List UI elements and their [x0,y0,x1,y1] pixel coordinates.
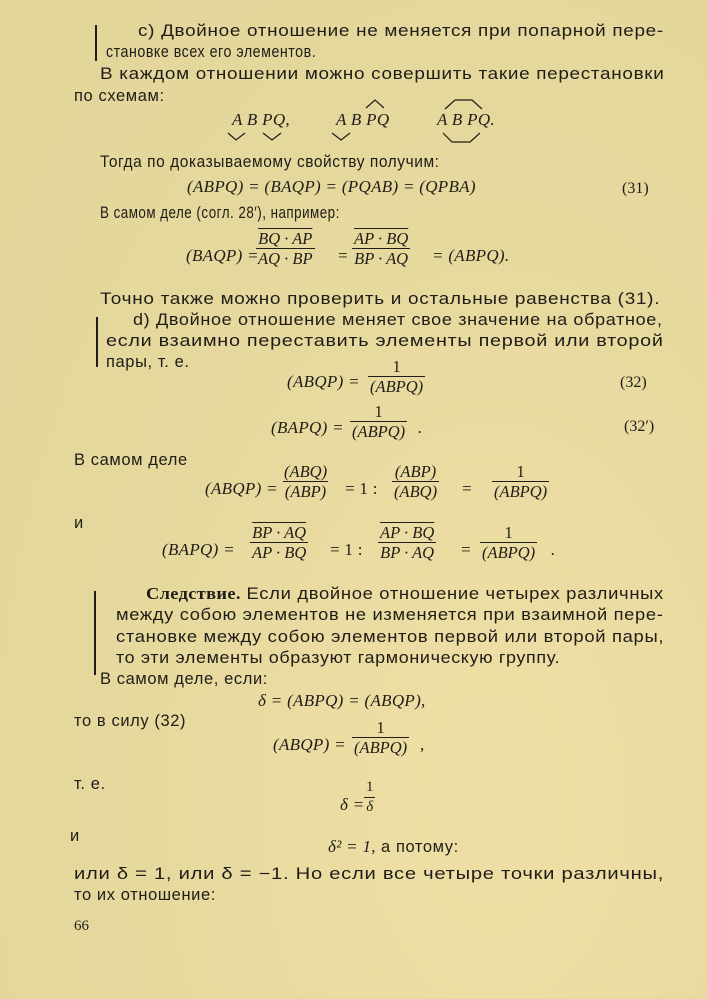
indeed-text: В самом деле (согл. 28′), например: [100,204,340,222]
numerator: 1 [376,718,385,737]
denominator: AQ · BP [258,249,313,268]
proof2-frac3 [480,523,537,562]
eq-delta-sq-text: а потому: [381,838,459,856]
eq-example-lhs: (BAQP) = [186,246,259,265]
proof1-frac1 [282,462,329,501]
proof2-frac1 [250,523,308,562]
equation-31: (ABPQ) = (BAQP) = (PQAB) = (QPBA) [187,177,476,196]
numerator: (ABQ) [284,462,328,481]
intro-line1: В каждом отношении можно совершить такие перестановки [100,65,665,83]
and2-text: и [70,827,80,845]
numerator: 1 [374,402,383,421]
numerator: BP · AQ [252,523,307,542]
numerator: 1 [504,523,513,542]
scheme-2: A B PQ [336,110,390,129]
corollary-line2: между собою элементов не изменяется при взаимной пере- [116,606,664,624]
section-c-line1: c) Двойное отношение не меняется при попарной пере- [138,22,664,40]
proof1-frac2 [392,462,439,501]
eq-by32-lhs: (ABQP) = [273,735,346,754]
denominator: (ABPQ) [370,377,424,396]
eq32p-tail: . [418,418,423,437]
then-text: Тогда по доказываемому свойству получим: [100,153,440,171]
section-c-line2: становке всех его элементов. [106,43,317,61]
ie-text: т. е. [74,775,106,793]
eq32p-frac [350,402,407,441]
corollary-line1-rest: Если двойное отношение четырех различных [246,585,664,603]
indeed2-text: В самом деле [74,451,188,469]
eq32p-label: (32′) [624,418,655,435]
eq32p-lhs: (BAPQ) = [271,418,344,437]
scheme-3: A B PQ. [437,110,495,129]
denominator: (ABPQ) [494,482,548,501]
eq-delta-inv-lhs: δ = [340,795,365,814]
eq-example-eq1: = [337,246,349,265]
similarly-text: Точно также можно проверить и остальные равенства (31). [100,290,661,308]
proof1-frac3 [492,462,549,501]
proof2-tail: . [551,540,556,559]
final-line2: то их отношение: [74,886,216,904]
eq-delta-sq-line [328,837,459,857]
section-d-line2: если взаимно переставить элементы первой или второй [106,332,664,350]
scheme-1: A B PQ, [232,110,290,129]
margin-bar-d [96,317,98,367]
eq32-label: (32) [620,374,647,391]
section-d-line1: d) Двойное отношение меняет свое значение на обратное, [133,311,663,329]
denominator: BP · AQ [354,249,409,268]
page-number: 66 [74,918,89,934]
by-text: то в силу (32) [74,712,187,730]
numerator: 1 [366,779,374,795]
eq-example-frac2 [352,229,410,268]
eq32-lhs: (ABQP) = [287,372,360,391]
eq32-frac [368,357,425,396]
proof2-frac2 [378,523,436,562]
numerator: BQ · AP [258,229,313,248]
scheme-swap-arrows [0,0,707,160]
proof1-eq: = [461,479,473,498]
denominator: δ [366,799,374,815]
proof2-mid: = 1 : [330,540,363,559]
denominator: (ABQ) [394,482,438,501]
numerator: AP · BQ [380,523,435,542]
numerator: 1 [516,462,525,481]
eq-delta-sq-math: δ² = 1, [328,837,376,856]
and-text: и [74,514,84,532]
numerator: AP · BQ [354,229,409,248]
denominator: BP · AQ [380,543,435,562]
eq-by32-frac [352,718,409,757]
proof2-lhs: (BAPQ) = [162,540,235,559]
corollary-line3: становке между собою элементов первой или второй пары, [116,628,665,646]
section-d-line3: пары, т. е. [106,353,190,371]
numerator: 1 [392,357,401,376]
proof1-mid: = 1 : [345,479,378,498]
denominator: (ABPQ) [354,738,408,757]
equation-31-label: (31) [622,180,649,197]
eq-example-frac1 [256,229,315,268]
numerator: (ABP) [394,462,437,481]
intro-line2: по схемам: [74,87,165,105]
corollary-title: Следствие. [146,584,241,603]
denominator: (ABP) [284,482,327,501]
corollary-line4: то эти элементы образуют гармоническую группу. [116,649,561,667]
eq-example-rhs: = (ABPQ). [432,246,510,265]
eq-by32-tail: , [420,735,425,754]
final-line1: или δ = 1, или δ = −1. Но если все четыре точки различны, [74,865,665,883]
margin-bar-corollary [94,591,96,675]
corollary-line1 [146,584,664,604]
denominator: (ABPQ) [352,422,406,441]
denominator: (ABPQ) [482,543,536,562]
indeed3-text: В самом деле, если: [100,670,268,688]
proof2-eq: = [460,540,472,559]
denominator: AP · BQ [252,543,307,562]
eq-delta-inv-frac [364,778,376,817]
eq-delta: δ = (ABPQ) = (ABQP), [258,691,426,710]
proof1-lhs: (ABQP) = [205,479,278,498]
